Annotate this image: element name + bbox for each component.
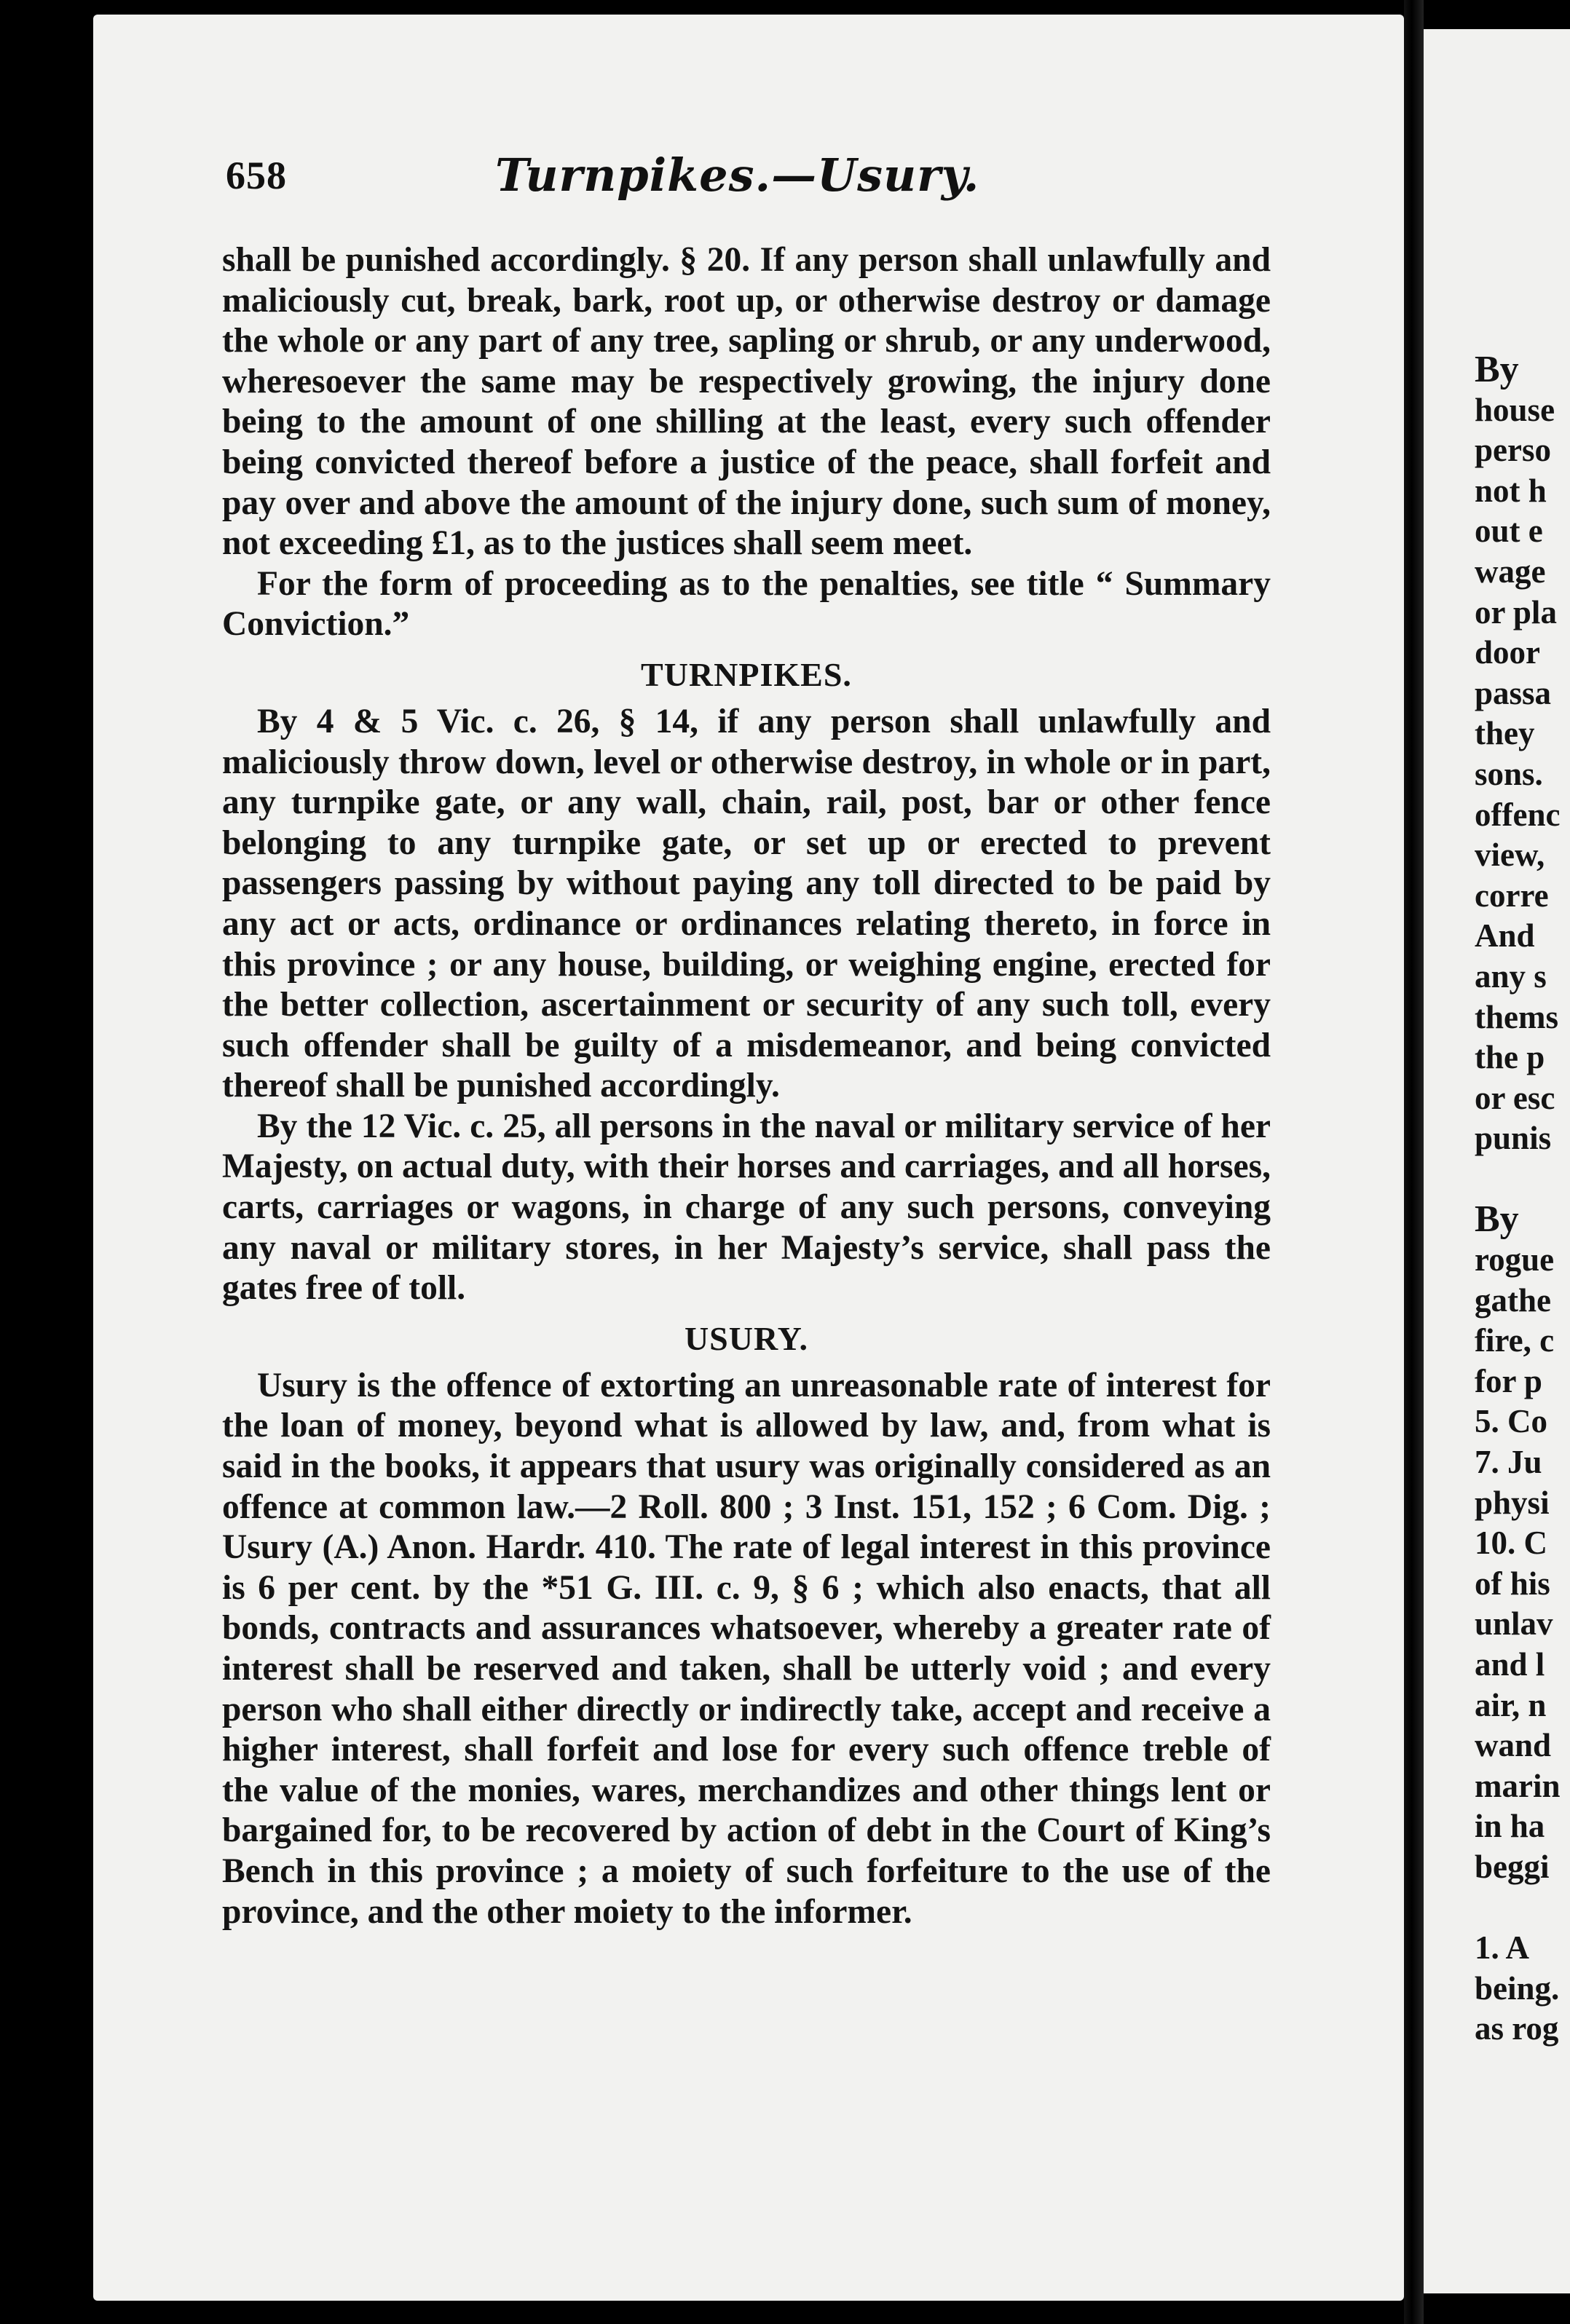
facing-page-line: fire, c	[1475, 1322, 1555, 1359]
facing-page-line: rogue	[1475, 1241, 1555, 1278]
facing-page-line: physi	[1475, 1484, 1550, 1521]
facing-page-line: door	[1475, 634, 1540, 671]
facing-page-text	[1475, 349, 1569, 2050]
form-note-paragraph: For the form of proceeding as to the penalties, see title “ Summary Conviction.”	[222, 564, 1271, 644]
turnpikes-paragraph-1: By 4 & 5 Vic. c. 26, § 14, if any person shall unlawfully and maliciously throw down, level or otherwise destroy, in whole or in part, any turnpike gate, or any wall, chain, rail, post, bar or other fence belonging to any turnpike gate, or set up or erected to prevent passengers passing by without paying any toll directed to be paid by any act or acts, ordinance or ordinances relating thereto, in force in this province ; or any house, building, or weighing engine, erected for the better collection, ascertainment or security of any such toll, every such offender shall be guilty of a misdemeanor, and being convicted thereof shall be punished accordingly.	[222, 702, 1271, 1105]
facing-page-line: wage	[1475, 553, 1546, 590]
facing-page-line: of his	[1475, 1565, 1550, 1602]
facing-page-line: the p	[1475, 1039, 1545, 1076]
usury-heading: USURY.	[684, 1319, 809, 1357]
facing-page-line: sons.	[1475, 755, 1543, 792]
facing-page-line: corre	[1475, 877, 1549, 914]
facing-page-line: house	[1475, 391, 1555, 428]
intro-paragraph: shall be punished accordingly. § 20. If any person shall unlawfully and maliciously cut, break, bark, root up, or otherwise destroy or damage the whole or any part of any tree, sapling or shrub, or any underwood, wheresoever the same may be respectively growing, the injury done being to the amount of one shilling at the least, every such offender being convicted thereof before a justice of the peace, shall forfeit and pay over and above the amount of the injury done, such sum of money, not exceeding £1, as to the justices shall seem meet.	[222, 241, 1271, 563]
facing-page-line: not h	[1475, 472, 1547, 509]
facing-page-line: beggi	[1475, 1848, 1550, 1885]
facing-page-line: and l	[1475, 1646, 1545, 1683]
facing-page-line: as rog	[1475, 2010, 1559, 2047]
facing-page-line: 10. C	[1475, 1525, 1547, 1562]
facing-page-line: view,	[1475, 837, 1545, 874]
page-gutter	[1404, 0, 1424, 2324]
facing-page-line: they	[1475, 715, 1535, 752]
facing-page-line: unlav	[1475, 1605, 1553, 1643]
facing-page-line	[1475, 1888, 1569, 1929]
turnpikes-heading: TURNPIKES.	[641, 655, 852, 693]
facing-page-line: And	[1475, 917, 1535, 954]
facing-page-line: or pla	[1475, 593, 1557, 631]
facing-page-line: punis	[1475, 1120, 1552, 1157]
facing-page-line: By	[1475, 1198, 1519, 1241]
facing-page-line: out e	[1475, 513, 1543, 550]
facing-page-line: or esc	[1475, 1079, 1555, 1116]
facing-page-line: in ha	[1475, 1808, 1545, 1845]
facing-page-line: perso	[1475, 432, 1551, 469]
page-number: 658	[226, 154, 287, 197]
facing-page-line: being.	[1475, 1969, 1560, 2007]
facing-page-line: any s	[1475, 957, 1547, 995]
facing-page-line: passa	[1475, 674, 1552, 711]
facing-page-line: 5. Co	[1475, 1403, 1547, 1440]
facing-page-line: By	[1475, 349, 1519, 390]
running-title: Turnpikes.—Usury.	[495, 149, 980, 202]
page-header	[226, 149, 1282, 218]
turnpikes-paragraph-2: By the 12 Vic. c. 25, all persons in the naval or military service of her Majesty, on actual duty, with their horses and carriages, and all horses, carts, carriages or wagons, in charge of any such persons, conveying any naval or military stores, in her Majesty’s service, shall pass the gates free of toll.	[222, 1107, 1271, 1308]
facing-page-line: marin	[1475, 1767, 1561, 1804]
facing-page-line: air, n	[1475, 1686, 1547, 1723]
facing-page-line	[1475, 1159, 1569, 1200]
facing-page-line: for p	[1475, 1362, 1542, 1399]
facing-page-line: thems	[1475, 998, 1558, 1035]
page-body	[222, 240, 1271, 1932]
facing-page-line: offenc	[1475, 796, 1561, 833]
facing-page-line: 1. A	[1475, 1929, 1530, 1967]
facing-page-line: wand	[1475, 1727, 1552, 1764]
facing-page-line: 7. Ju	[1475, 1444, 1542, 1481]
facing-page-line: gathe	[1475, 1281, 1551, 1319]
usury-paragraph: Usury is the offence of extorting an unreasonable rate of interest for the loan of money, beyond what is allowed by law, and, from what is said in the books, it appears that usury was originally considered as an offence at common law.—2 Roll. 800 ; 3 Inst. 151, 152 ; 6 Com. Dig. ; Usury (A.) Anon. Hardr. 410. The rate of legal interest in this province is 6 per cent. by the *51 G. III. c. 9, § 6 ; which also enacts, that all bonds, contracts and assurances whatsoever, whereby a greater rate of interest shall be reserved and taken, shall be utterly void ; and every person who shall either directly or indirectly take, accept and receive a higher interest, shall forfeit and lose for every such offence treble of the value of the monies, wares, merchandizes and other things lent or bargained for, to be recovered by action of debt in the Court of King’s Bench in this province ; a moiety of such forfeiture to the use of the province, and the other moiety to the informer.	[222, 1366, 1271, 1931]
